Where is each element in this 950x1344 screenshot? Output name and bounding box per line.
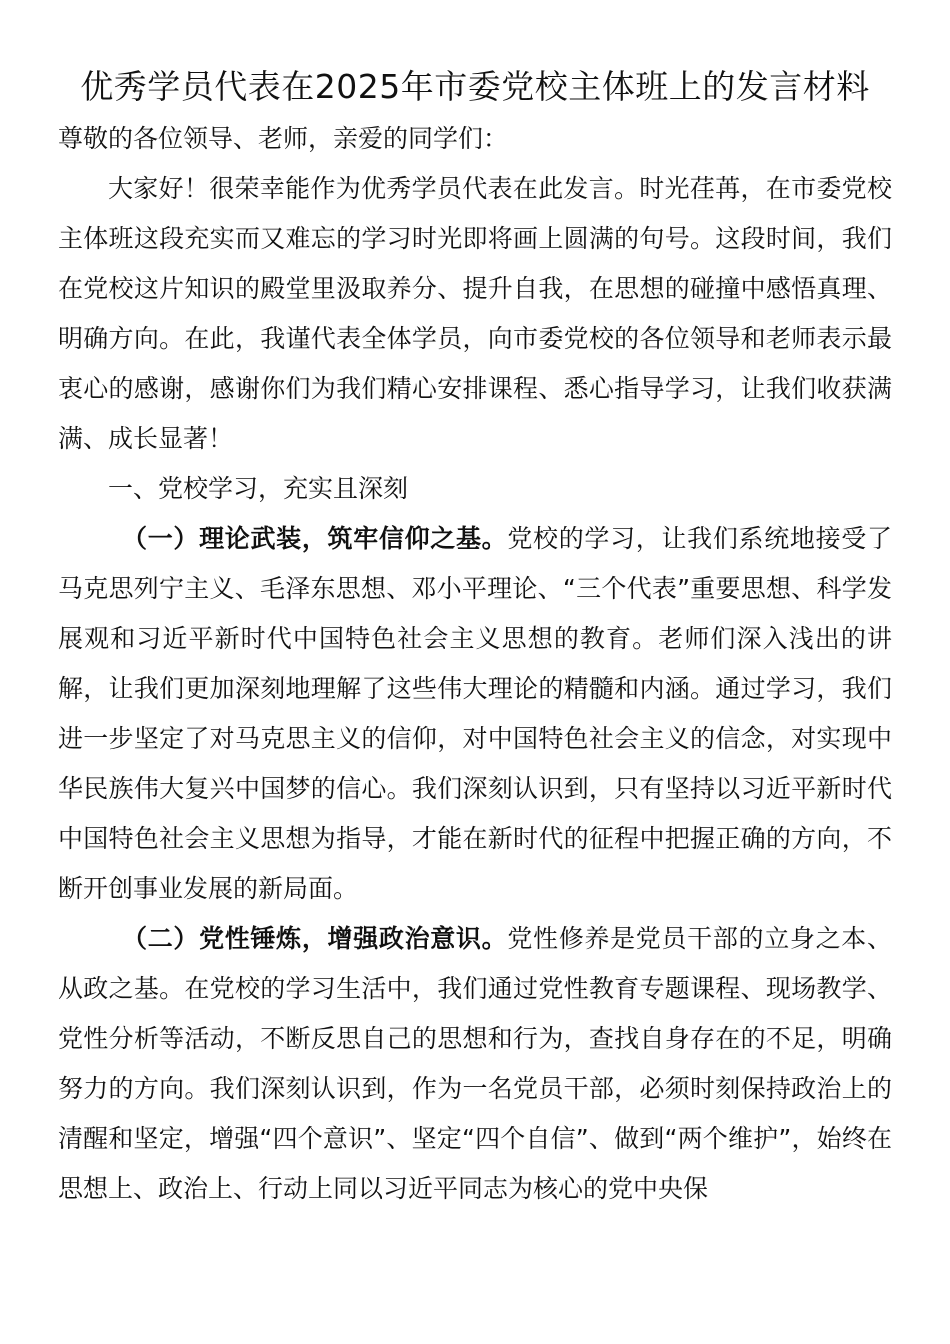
section-heading-1: 一、党校学习，充实且深刻 — [108, 474, 409, 503]
salutation: 尊敬的各位领导、老师，亲爱的同学们： — [58, 124, 509, 153]
subsection-2-paragraph — [58, 914, 892, 1214]
document-page — [58, 62, 892, 1214]
subsection-2-lead: （二）党性锤炼，增强政治意识。 — [122, 924, 508, 953]
subsection-1-paragraph — [58, 514, 892, 914]
intro-paragraph: 大家好！很荣幸能作为优秀学员代表在此发言。时光荏苒，在市委党校主体班这段充实而又难忘的学习时光即将画上圆满的句号。这段时间，我们在党校这片知识的殿堂里汲取养分、提升自我，在思想的碰撞中感悟真理、明确方向。在此，我谨代表全体学员，向市委党校的各位领导和老师表示最衷心的感谢，感谢你们为我们精心安排课程、悉心指导学习，让我们收获满满、成长显著！ — [58, 174, 892, 453]
subsection-1-body: 党校的学习，让我们系统地接受了马克思列宁主义、毛泽东思想、邓小平理论、“三个代表”重要思想、科学发展观和习近平新时代中国特色社会主义思想的教育。老师们深入浅出的讲解，让我们更加深刻地理解了这些伟大理论的精髓和内涵。通过学习，我们进一步坚定了对马克思主义的信仰，对中国特色社会主义的信念，对实现中华民族伟大复兴中国梦的信心。我们深刻认识到，只有坚持以习近平新时代中国特色社会主义思想为指导，才能在新时代的征程中把握正确的方向，不断开创事业发展的新局面。 — [58, 524, 892, 903]
document-title: 优秀学员代表在2025年市委党校主体班上的发言材料 — [80, 67, 870, 106]
subsection-1-lead: （一）理论武装，筑牢信仰之基。 — [122, 524, 508, 553]
subsection-2-body: 党性修养是党员干部的立身之本、从政之基。在党校的学习生活中，我们通过党性教育专题课程、现场教学、党性分析等活动，不断反思自己的思想和行为，查找自身存在的不足，明确努力的方向。我们深刻认识到，作为一名党员干部，必须时刻保持政治上的清醒和坚定，增强“四个意识”、坚定“四个自信”、做到“两个维护”，始终在思想上、政治上、行动上同以习近平同志为核心的党中央保 — [58, 924, 892, 1203]
